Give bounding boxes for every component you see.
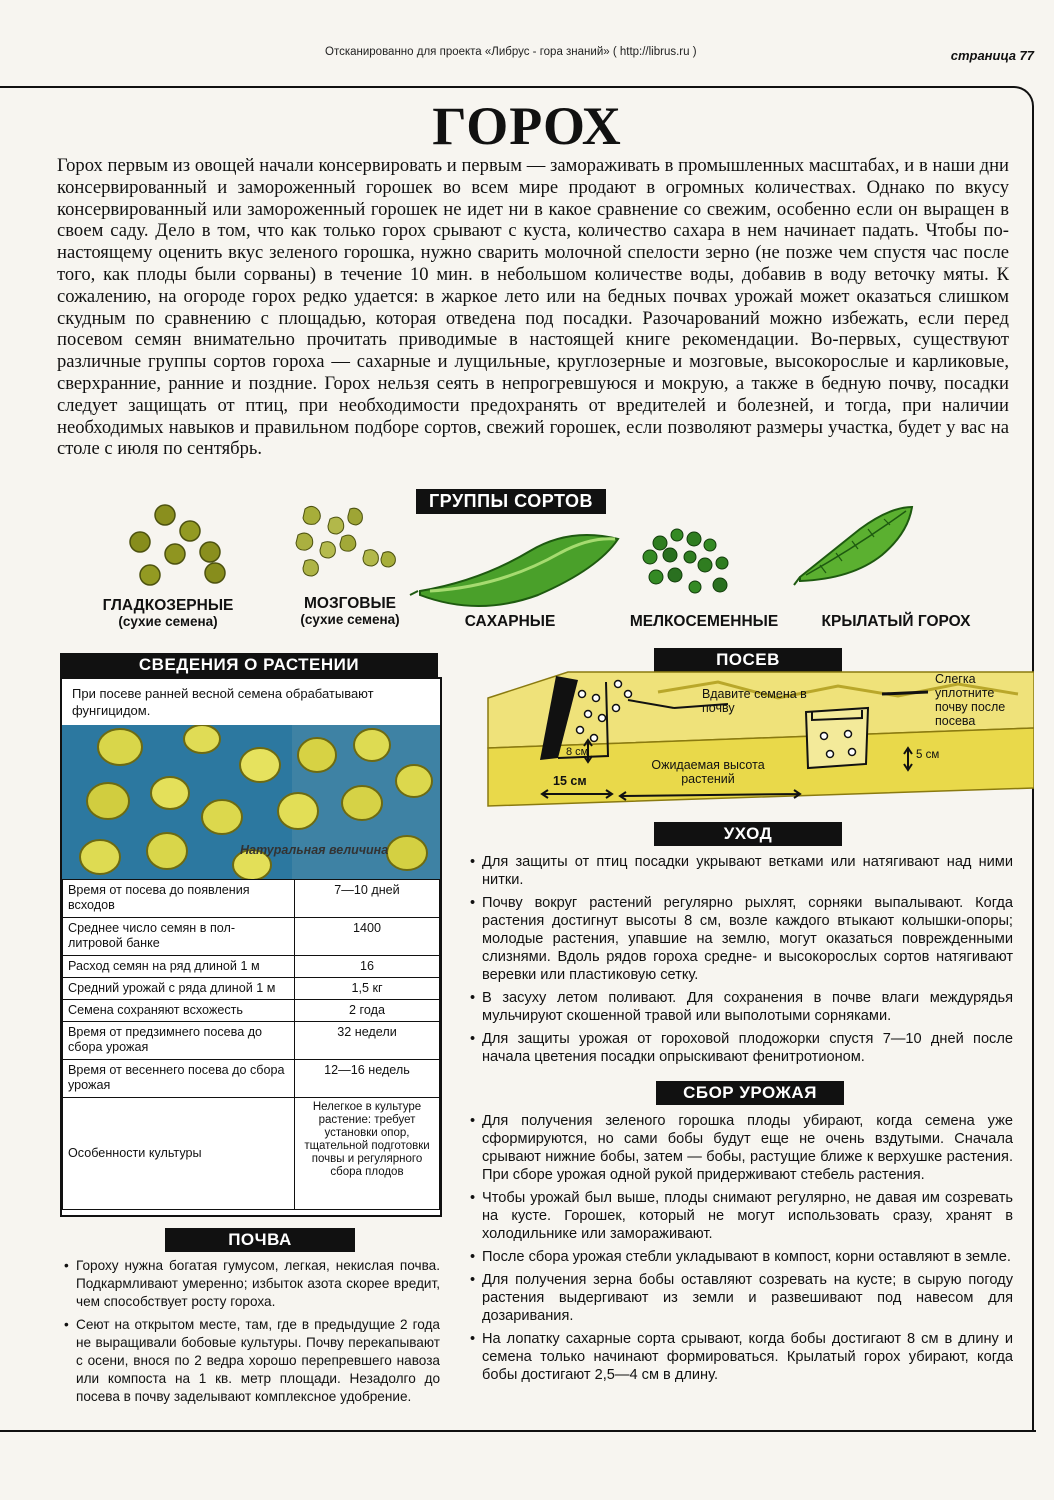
sowing-press-label: Вдавите семена в почву xyxy=(702,687,807,715)
list-item: • Для защиты от птиц посадки укрывают ветками или натягивают над ними нитки. xyxy=(470,853,1013,889)
table-key: Семена сохраняют всхожесть xyxy=(63,1000,295,1022)
table-value: 1400 xyxy=(295,918,440,956)
info-note: При посеве ранней весной семена обрабатывают фунгицидом. xyxy=(72,686,374,718)
groups-heading: ГРУППЫ СОРТОВ xyxy=(416,489,606,514)
page-header xyxy=(0,46,1054,63)
list-item: • Для защиты урожая от гороховой плодожорки спустя 7—10 дней после начала цветения посадки опрыскивают фенитротионом. xyxy=(470,1030,1013,1066)
list-item: • Для получения зерна бобы оставляют созревать на кусте; в сырую погоду растения выдергивают из земли и развешивают под навесом для дозаривания. xyxy=(470,1271,1013,1325)
group-wrinkled-sub: (сухие семена) xyxy=(300,612,400,627)
info-heading: СВЕДЕНИЯ О РАСТЕНИИ xyxy=(60,653,438,677)
group-smooth-label xyxy=(90,598,246,630)
list-item: • Гороху нужна богатая гумусом, легкая, некислая почва. Подкармливают умеренно; избыток азота скорее вредит, чем способствует росту гороха. xyxy=(64,1257,440,1311)
page-title: ГОРОХ xyxy=(432,96,622,156)
list-item: • В засуху летом поливают. Для сохранения в почве влаги междурядья мульчируют скошенной травой или выполотыми сорняками. xyxy=(470,989,1013,1025)
table-row xyxy=(63,918,440,956)
sowing-heading: ПОСЕВ xyxy=(654,648,842,672)
table-key: Среднее число семян в пол-литровой банке xyxy=(63,918,295,956)
group-wrinkled-label xyxy=(280,596,420,628)
wrinkled-seeds-image xyxy=(296,506,395,576)
group-winged-label: КРЫЛАТЫЙ ГОРОХ xyxy=(821,613,971,630)
soil-heading: ПОЧВА xyxy=(165,1228,355,1252)
plant-info-box xyxy=(60,677,442,1217)
group-sugar-label: САХАРНЫЕ xyxy=(464,613,556,630)
table-row xyxy=(63,1022,440,1060)
sowing-depth-label: 8 см xyxy=(566,746,589,758)
list-item: • Чтобы урожай был выше, плоды снимают регулярно, не давая им созревать на кусте. Горошек, который не могут использовать сразу, хранят в холодильнике или замораживают. xyxy=(470,1189,1013,1243)
list-item: • Почву вокруг растений регулярно рыхлят, сорняки выпалывают. Когда растения достигнут высоты 8 см, возле каждого втыкают колышки-опоры; молодые растения, упавшие на землю, могут оказаться поврежденными слизнями. Вдоль рядов гороха средне- и высокорослых сортов натягивают веревки или пластиковую сетку. xyxy=(470,894,1013,984)
scan-note: Отсканированно для проекта «Либрус - гора знаний» ( http://librus.ru ) xyxy=(325,46,697,58)
table-row xyxy=(63,1060,440,1098)
table-key: Время от посева до появления всходов xyxy=(63,880,295,918)
group-wrinkled-title: МОЗГОВЫЕ xyxy=(303,595,397,612)
table-key: Расход семян на ряд длиной 1 м xyxy=(63,956,295,978)
table-value: 7—10 дней xyxy=(295,880,440,918)
table-row xyxy=(63,978,440,1000)
care-heading: УХОД xyxy=(654,822,842,846)
table-row xyxy=(63,880,440,918)
table-value: 1,5 кг xyxy=(295,978,440,1000)
bottom-rule xyxy=(0,1430,1036,1432)
group-smallseed-label: МЕЛКОСЕМЕННЫЕ xyxy=(629,613,779,630)
photo-caption: Натуральная величина xyxy=(240,843,389,857)
table-row xyxy=(63,956,440,978)
sowing-compact-label: Слегка уплотните почву после посева xyxy=(935,672,1006,728)
list-item: • Для получения зеленого горошка плоды убирают, когда семена уже сформируются, но сами бобы будут еще не очень вздутыми. Сначала срывают нижние бобы, затем — бобы, растущие ближе к верхушке растения. При сборе урожая одной рукой придерживают стебель растения. xyxy=(470,1112,1013,1184)
sugar-pod-image xyxy=(410,535,618,606)
list-item: • После сбора урожая стебли укладывают в компост, корни оставляют в земле. xyxy=(470,1248,1013,1266)
table-key: Средний урожай с ряда длиной 1 м xyxy=(63,978,295,1000)
small-seeds-image xyxy=(643,529,728,593)
sowing-spacing-label: 15 см xyxy=(553,774,587,788)
table-key: Время от весеннего посева до сбора урожая xyxy=(63,1060,295,1098)
table-value: 12—16 недель xyxy=(295,1060,440,1098)
table-row xyxy=(63,1098,440,1210)
seeds-photo xyxy=(62,725,440,879)
sowing-height-label: Ожидаемая высота растений xyxy=(651,758,765,786)
table-value: 16 xyxy=(295,956,440,978)
table-row xyxy=(63,1000,440,1022)
table-key: Особенности культуры xyxy=(63,1098,295,1210)
group-smooth-sub: (сухие семена) xyxy=(118,614,218,629)
table-value: 32 недели xyxy=(295,1022,440,1060)
intro-paragraph: Горох первым из овощей начали консервировать и первым — замораживать в промышленных масштабах, и в наши дни консервированный и замороженный горошек во всем мире продают в огромных количествах. Однако по вкусу консервированный или замороженный горошек не идет ни в какое сравнение со свежим, особенно если он выращен в своем саду. Дело в том, что как только горох срывают с куста, количество сахара в нем начинает падать. Чтобы по-настоящему оценить вкус зеленого горошка, нужно сварить молочной спелости зерно (не позже чем спустя час после того, как плоды были сорваны) в течение 10 мин. в небольшом количестве воды, добавив в воду веточку мяты. К сожалению, на огороде горох редко удается: в жаркое лето или на бедных почвах урожай может оказаться слишком скудным по сравнению с площадью, которая отведена под посадки. Разочарований можно избежать, если перед посевом семян внимательно прочитать приводимые в настоящей книге рекомендации. Во-первых, существуют различные группы сортов гороха — сахарные и лущильные, круглозерные и мозговые, высокорослые и карликовые, сверхранние, ранние и поздние. Горох нельзя сеять в непрогревшуюся и мокрую, а также в бедную почву, посадки следует защищать от птиц, при необходимости предохранять от вредителей и болезней, и тогда, при наличии необходимых навыков и правильном подборе сортов, свежий горошек, если позволяют размеры участка, будет у вас на столе с июля по сентябрь. xyxy=(57,155,1009,460)
list-item: • На лопатку сахарные сорта срывают, когда бобы достигают 8 см в длину и семена только начинают формироваться. Крылатый горох убирают, когда бобы достигают 2,5—4 см в длину. xyxy=(470,1330,1013,1384)
table-key: Время от предзимнего посева до сбора урожая xyxy=(63,1022,295,1060)
list-item: • Сеют на открытом месте, там, где в предыдущие 2 года не выращивали бобовые культуры. Почву перекапывают с осени, внося по 2 ведра хорошо перепревшего навоза или компоста на 1 кв. метр площади. Незадолго до посева в почву заделывают комплексное удобрение. xyxy=(64,1316,440,1406)
smooth-seeds-image xyxy=(130,505,225,585)
harvest-heading: СБОР УРОЖАЯ xyxy=(656,1081,844,1105)
table-value: Нелегкое в культуре растение: требует установки опор, тщательной подготовки почвы и регулярного сбора плодов xyxy=(295,1098,440,1210)
winged-pea-image xyxy=(794,507,912,585)
soil-list xyxy=(64,1257,440,1411)
group-smooth-title: ГЛАДКОЗЕРНЫЕ xyxy=(102,597,234,614)
care-list xyxy=(470,853,1013,1071)
page-number: страница 77 xyxy=(950,48,1034,63)
sowing-depth2-label: 5 см xyxy=(916,749,940,761)
harvest-list xyxy=(470,1112,1013,1389)
table-value: 2 года xyxy=(295,1000,440,1022)
plant-info-table xyxy=(62,879,440,1210)
